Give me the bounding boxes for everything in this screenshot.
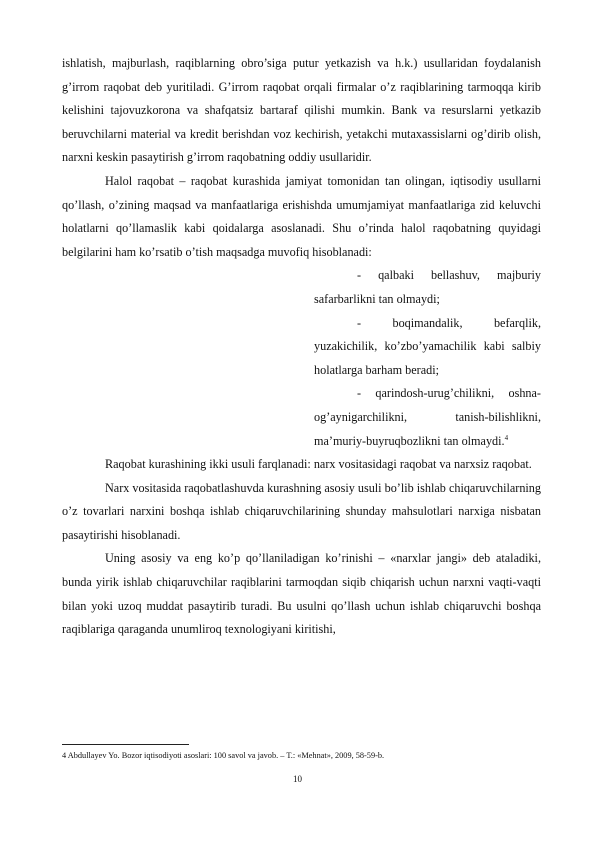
page-body bbox=[62, 52, 541, 642]
paragraph-3: Raqobat kurashining ikki usuli farqlanadi: narx vositasidagi raqobat va narxsiz raqobat. bbox=[105, 457, 532, 472]
bullet-item-2: - boqimandalik, befarqlik, yuzakichilik, ko’zbo’yamachilik kabi salbiy holatlarga barham beradi; bbox=[314, 315, 541, 377]
bullet-item-3 bbox=[314, 382, 541, 453]
bullet-item-3-text: - qarindosh-urug’chilikni, oshna-og’aynigarchilikni, tanish-bilishlikni, ma’muriy-buyruqbozlikni tan olmaydi. bbox=[314, 386, 541, 448]
paragraph-5: Uning asosiy va eng ko’p qo’llaniladigan ko’rinishi – «narxlar jangi» deb ataladiki, bunda yirik ishlab chiqaruvchilar raqiblarini tarmoqdan siqib chiqarish uchun narxni vaqti-vaqti bilan yoki uzoq muddat pasaytirib turadi. Bu usulni qo’llash uchun ishlab chiqaruvchi boshqa raqiblariga qaraganda unumliroq texnologiyani kiritishi, bbox=[62, 551, 541, 637]
footnote-ref: 4 bbox=[504, 433, 509, 442]
footnote-separator bbox=[62, 744, 189, 745]
page-number: 10 bbox=[293, 774, 302, 784]
footnote: 4 Abdullayev Yo. Bozor iqtisodiyoti asoslari: 100 savol va javob. – T.: «Mehnat», 2009, 58-59-b. bbox=[62, 751, 385, 760]
bullet-list bbox=[314, 264, 541, 453]
paragraph-4: Narx vositasida raqobatlashuvda kurashning asosiy usuli bo’lib ishlab chiqaruvchilarning o’z tovarlari narxini boshqa ishlab chiqaruvchilarining shunday mahsulotlari narxiga nisbatan pasaytirishi hisoblanadi. bbox=[62, 480, 541, 542]
bullet-item-1: - qalbaki bellashuv, majburiy safarbarlikni tan olmaydi; bbox=[314, 268, 541, 306]
paragraph-2: Halol raqobat – raqobat kurashida jamiyat tomonidan tan olingan, iqtisodiy usullarni qo’llash, o’zining maqsad va manfaatlariga erishishda umumjamiyat manfaatlariga zid keluvchi holatlarni qo’llamaslik kabi qoidalarga asoslanadi. Shu o’rinda halol raqobatning quyidagi belgilarini ham ko’rsatib o’tish maqsadga muvofiq hisoblanadi: bbox=[62, 173, 541, 259]
paragraph-1: ishlatish, majburlash, raqiblarning obro’siga putur yetkazish va h.k.) usullaridan foydalanish g’irrom raqobat deb yuritiladi. G’irrom raqobat orqali firmalar o’z raqiblarining tarmoqqa kirib kelishini tajovuzkorona va shafqatsiz bartaraf qilishi mumkin. Bank va resurslarni yetkazib beruvchilarni material va kredit berishdan voz kechirish, yetakchi mutaxassislarni og’dirib olish, narxni keskin pasaytirish g’irrom raqobatning oddiy usullaridir. bbox=[62, 56, 541, 165]
